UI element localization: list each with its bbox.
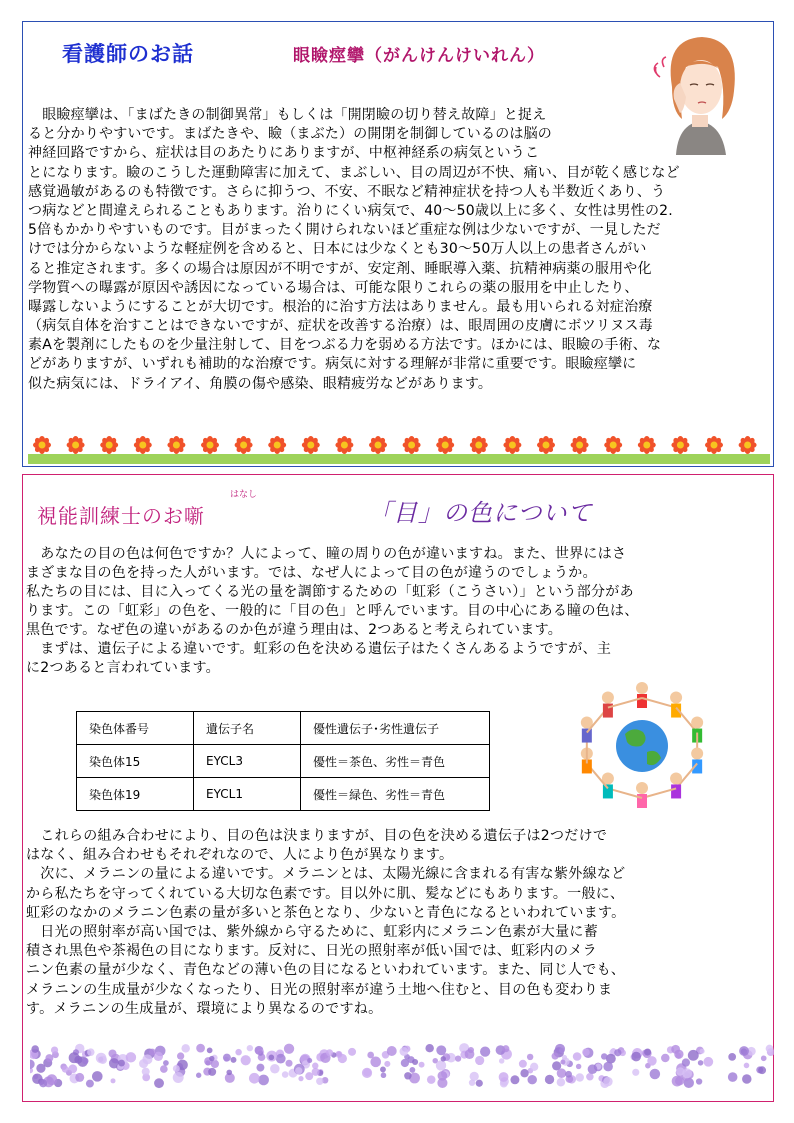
article-line: とになります。瞼のこうした運動障害に加えて、まぶしい、目の周辺が不快、痛い、目が乾く感じなど: [28, 164, 680, 181]
title-ruby: はなし: [230, 490, 258, 500]
table-row: [77, 745, 490, 778]
article-line: つ病などと間違えられることもあります。治りにくい病気で、40～50歳以上に多く、女性は男性の2.: [28, 202, 673, 219]
table-row: [77, 778, 490, 811]
table-cell: EYCL1: [194, 778, 301, 811]
article-line: はなく、組み合わせもそれぞれなので、人により色が異なります。: [26, 847, 454, 864]
table-header: 優性遺伝子･劣性遺伝子: [301, 712, 490, 745]
article-line: 神経回路ですから、症状は目のあたりにありますが、中枢神経系の病気というこ: [28, 145, 540, 162]
article-line: どがありますが、いずれも補助的な治療です。病気に対する理解が非常に重要です。眼瞼痙攣に: [28, 356, 637, 373]
article-line: ると分かりやすいです。まばたきや、瞼（まぶた）の開閉を制御しているのは脳の: [28, 126, 552, 143]
eye-color-intro: [26, 545, 776, 678]
article-line: 感覚過敏があるのも特徴です。さらに抑うつ、不安、不眠など精神症状を持つ人も半数近くあり、う: [28, 183, 666, 200]
article-line: 次に、メラニンの量による違いです。メラニンとは、太陽光線に含まれる有害な紫外線など: [26, 866, 626, 883]
article-line: これらの組み合わせにより、目の色は決まりますが、目の色を決める遺伝子は2つだけで: [26, 828, 608, 844]
table-header: 遺伝子名: [194, 712, 301, 745]
orthoptist-section-subtitle: 「目」の色について: [368, 499, 593, 527]
article-line: 虹彩のなかのメラニン色素の量が多いと茶色となり、少ないと青色になるといわれています。: [26, 904, 626, 921]
nurse-section-subtitle: 眼瞼痙攣（がんけんけいれん）: [293, 46, 545, 66]
gene-table: [76, 711, 490, 811]
table-cell: 染色体15: [77, 745, 194, 778]
article-line: けでは分からないような軽症例を含めると、日本には少なくとも30～50万人以上の患者さんがい: [28, 241, 647, 258]
article-line: 5倍もかかりやすいものです。目がまったく開けられないほど重症な例は少ないですが、一見しただ: [28, 222, 661, 239]
article-line: まざまな目の色を持った人がいます。では、なぜ人によって目の色が違うのでしょうか。: [26, 565, 597, 581]
article-line: 素Aを製剤にしたものを少量注射して、目をつぶる力を弱める方法です。ほかには、眼瞼の手術、な: [28, 337, 662, 354]
article-line: 積され黒色や茶褐色の目になります。反対に、日光の照射率が低い国では、虹彩内のメラ: [26, 943, 597, 960]
article-line: に2つあると言われています。: [26, 660, 220, 676]
article-line: から私たちを守ってくれている大切な色素です。目以外に肌、髪などにもあります。一般に、: [26, 885, 625, 902]
table-cell: 染色体19: [77, 778, 194, 811]
nurse-section-title: 看護師のお話: [62, 42, 194, 66]
article-line: ります。この「虹彩」の色を、一般的に「目の色」と呼んでいます。目の中心にある瞳の色は、: [26, 603, 639, 619]
table-cell: EYCL3: [194, 745, 301, 778]
table-header: 染色体番号: [77, 712, 194, 745]
article-line: 曝露しないようにすることが大切です。根治的に治す方法はありません。最も用いられる対症治療: [28, 298, 653, 315]
table-cell: 優性＝茶色、劣性＝青色: [301, 745, 490, 778]
article-line: あなたの目の色は何色ですか？人によって、瞳の周りの色が違いますね。また、世界にはさ: [26, 546, 627, 562]
article-line: メラニンの生成量が少なくなったり、日光の照射率が違う土地へ住むと、目の色も変わりま: [26, 981, 613, 998]
article-line: 日光の照射率が高い国では、紫外線から守るために、虹彩内にメラニン色素が大量に蓄: [26, 923, 598, 940]
orthoptist-section-title: 視能訓練士のお噺: [37, 504, 205, 528]
article-line: 似た病気には、ドライアイ、角膜の傷や感染、眼精疲労などがあります。: [28, 375, 493, 392]
article-line: 眼瞼痙攣は、「まばたきの制御異常」もしくは「開閉瞼の切り替え故障」と捉え: [28, 107, 547, 123]
article-line: す。メラニンの生成量が、環境により異なるのですね。: [26, 1000, 383, 1017]
table-cell: 優性＝緑色、劣性＝青色: [301, 778, 490, 811]
article-line: 黒色です。なぜ色の違いがあるのか色が違う理由は、2つあると考えられています。: [26, 622, 563, 638]
article-line: ると推定されます。多くの場合は原因が不明ですが、安定剤、睡眠導入薬、抗精神病薬の服用や化: [28, 260, 652, 277]
eye-color-body: [26, 827, 776, 1019]
article-line: ニン色素の量が少なく、青色などの薄い色の目になるといわれています。また、同じ人でも、: [26, 962, 626, 979]
flower-border-decoration: [28, 432, 770, 464]
article-line: 学物質への曝露が原因や誘因になっている場合は、可能な限りこれらの薬の服用を中止したり、: [28, 279, 639, 296]
lavender-border-decoration: [30, 1040, 774, 1090]
article-line: まずは、遺伝子による違いです。虹彩の色を決める遺伝子はたくさんあるようですが、主: [26, 641, 612, 657]
children-around-globe-illustration: [557, 676, 727, 816]
nurse-article-body: [28, 106, 776, 394]
article-line: 私たちの目には、目に入ってくる光の量を調節するための「虹彩（こうさい）」という部分があ: [26, 584, 634, 600]
article-line: （病気自体を治すことはできないですが、症状を改善する治療）は、眼周囲の皮膚にボツリヌス毒: [28, 318, 653, 335]
table-header-row: [77, 712, 490, 745]
